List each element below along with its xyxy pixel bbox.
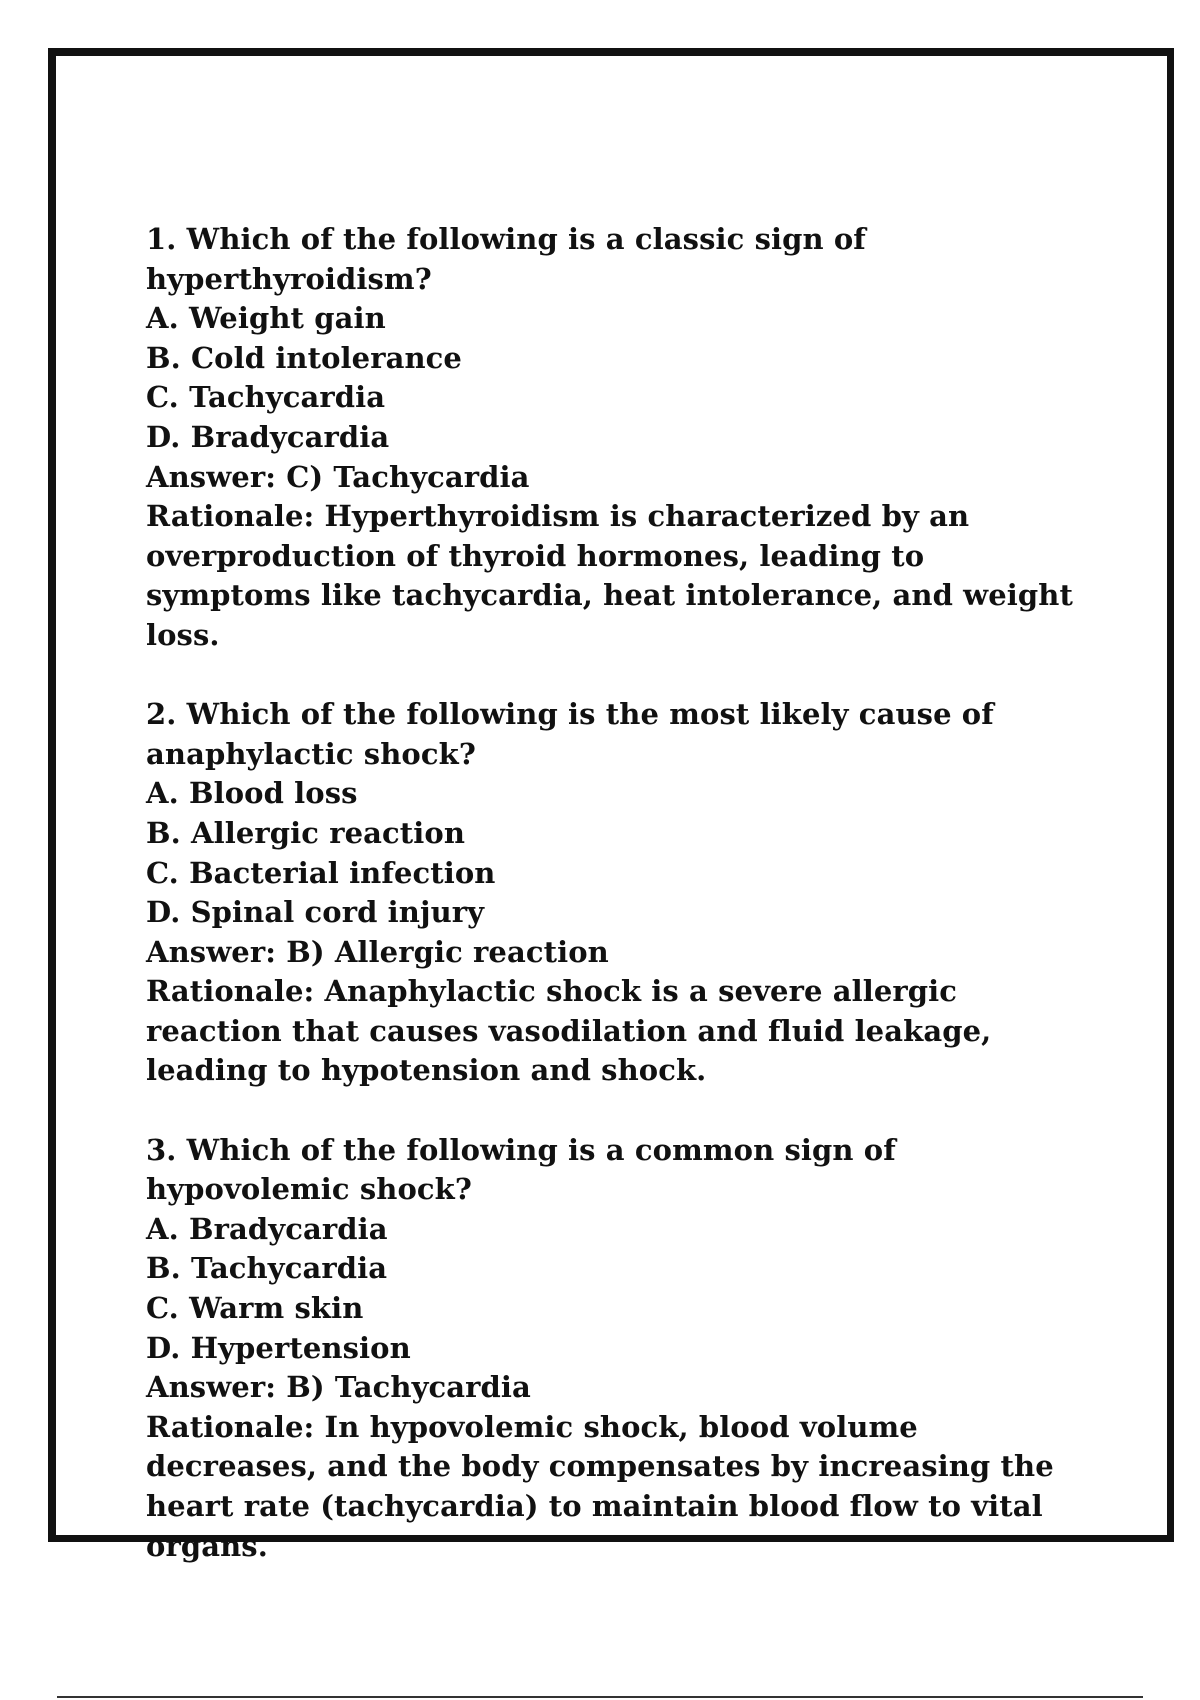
answer-line: Answer: C) Tachycardia — [146, 459, 530, 494]
option-a: A. Blood loss — [146, 776, 358, 811]
rationale-text: Rationale: Anaphylactic shock is a severe allergic reaction that causes vasodilation and fluid leakage, leading to hypotension and shock. — [146, 974, 992, 1088]
question-prompt: 2. Which of the following is the most likely cause of anaphylactic shock? — [146, 697, 994, 771]
rationale-text: Rationale: In hypovolemic shock, blood volume decreases, and the body compensates by increasing the heart rate (tachycardia) to maintain blood flow to vital organs. — [146, 1409, 1054, 1563]
option-b: B. Allergic reaction — [146, 815, 466, 850]
answer-line: Answer: B) Tachycardia — [146, 1370, 531, 1405]
question-1 — [146, 220, 1096, 656]
question-2 — [146, 695, 1096, 1091]
question-prompt: 1. Which of the following is a classic sign of hyperthyroidism? — [146, 222, 866, 296]
answer-line: Answer: B) Allergic reaction — [146, 934, 609, 969]
option-a: A. Weight gain — [146, 301, 386, 336]
option-c: C. Tachycardia — [146, 380, 386, 415]
option-b: B. Cold intolerance — [146, 340, 462, 375]
option-d: D. Hypertension — [146, 1330, 411, 1365]
option-a: A. Bradycardia — [146, 1211, 388, 1246]
rationale-text: Rationale: Hyperthyroidism is characterized by an overproduction of thyroid hormones, leading to symptoms like tachycardia, heat intolerance, and weight loss. — [146, 499, 1073, 652]
option-c: C. Bacterial infection — [146, 855, 496, 890]
question-list — [146, 220, 1096, 1606]
option-d: D. Bradycardia — [146, 419, 390, 454]
question-prompt: 3. Which of the following is a common sign of hypovolemic shock? — [146, 1132, 896, 1207]
option-b: B. Tachycardia — [146, 1251, 388, 1286]
footer-divider — [57, 1696, 1143, 1698]
option-c: C. Warm skin — [146, 1291, 364, 1326]
option-d: D. Spinal cord injury — [146, 895, 485, 930]
question-3 — [146, 1131, 1096, 1567]
